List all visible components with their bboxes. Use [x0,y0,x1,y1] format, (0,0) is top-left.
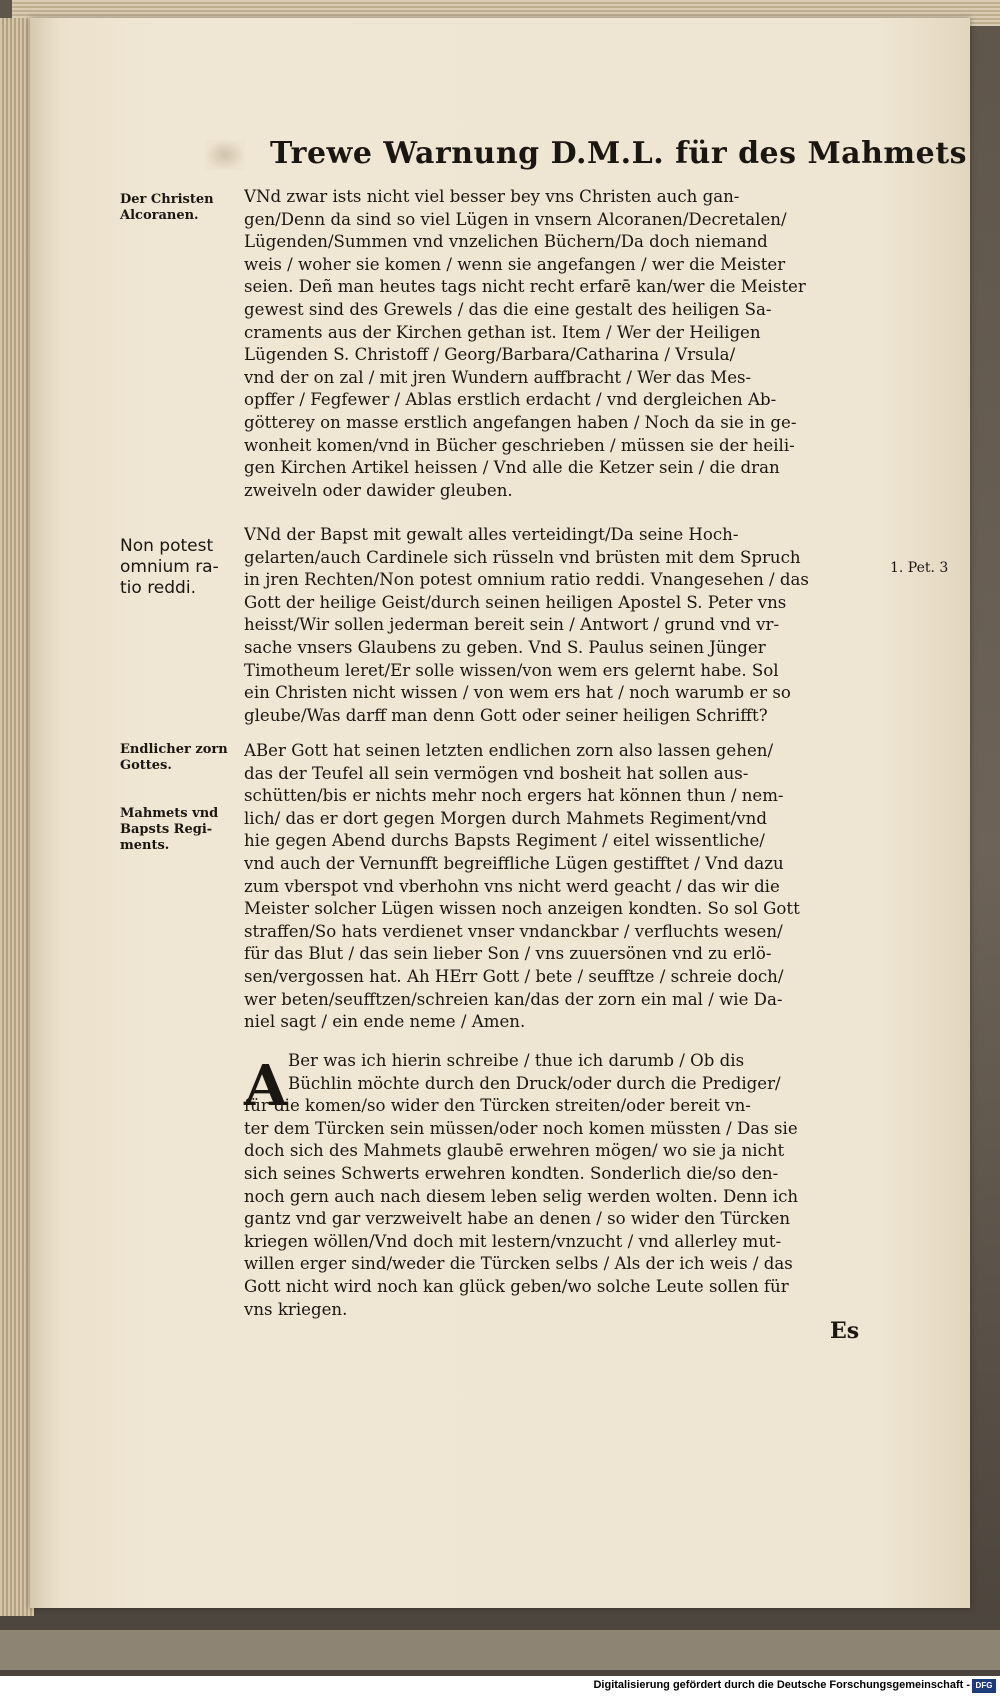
margin-note-line: Bapsts Regi- [120,822,213,837]
text-line: VNd der Bapst mit gewalt alles verteidingt/Da seine Hoch- [244,525,739,544]
text-line: ABer Gott hat seinen letzten endlichen zorn also lassen gehen/ [244,741,774,760]
margin-note-line: Der Christen [120,192,214,207]
text-line: kriegen wöllen/Vnd doch mit lestern/vnzucht / vnd allerley mut- [244,1231,782,1251]
drop-cap-initial: A [244,1053,288,1119]
text-line: Meister solcher Lügen wissen noch anzeigen kondten. So sol Gott [244,899,800,919]
margin-note-line: Endlicher zorn [120,742,228,757]
ink-smudge [205,140,245,170]
paragraph-2 [244,524,884,727]
margin-note-line: Mahmets vnd [120,806,219,821]
text-line: Timotheum leret/Er solle wissen/von wem ers gelernt habe. Sol [244,660,779,680]
text-line: gleube/Was darff man denn Gott oder seiner heiligen Schrifft? [244,705,768,725]
margin-note-line: Alcoranen. [120,208,199,223]
dfg-logo-icon: DFG [972,1679,996,1693]
text-line: ein Christen nicht wissen / von wem ers hat / noch warumb er so [244,683,791,703]
paragraph-1 [244,186,884,502]
text-line: doch sich des Mahmets glaubē erwehren mögen/ wo sie ja nicht [244,1141,785,1161]
text-line: opffer / Fegfewer / Ablas erstlich erdacht / vnd dergleichen Ab- [244,390,777,410]
text-line: vns kriegen. [244,1299,348,1319]
margin-note-line: ments. [120,838,170,853]
text-line: Lügenden/Summen vnd vnzelichen Büchern/Da doch niemand [244,232,768,252]
text-line: götterey on masse erstlich angefangen haben / Noch da sie in ge- [244,412,797,432]
margin-note-reference: 1. Pet. 3 [890,560,949,576]
text-line: sich seines Schwerts erwehren kondten. Sonderlich die/so den- [244,1163,779,1183]
margin-note-line: omnium ra- [120,557,219,577]
text-line: Gott nicht wird noch kan glück geben/wo solche Leute sollen für [244,1276,789,1296]
margin-note-line: tio reddi. [120,578,196,598]
text-line: hie gegen Abend durchs Bapsts Regiment / eitel wissentliche/ [244,831,765,851]
text-line: straffen/So hats verdienet vnser vndanckbar / verfluchts wesen/ [244,921,783,941]
text-line: für das Blut / das sein lieber Son / vns zuuersönen vnd zu erlö- [244,944,772,964]
catchword: Es [830,1318,860,1344]
margin-note-non-potest [120,536,240,599]
text-line: lich/ das er dort gegen Morgen durch Mahmets Regiment/vnd [244,808,767,828]
text-line: ter dem Türcken sein müssen/oder noch komen müssten / Das sie [244,1118,798,1138]
footer-credit: Digitalisierung gefördert durch die Deutsche Forschungsgemeinschaft - [593,1679,970,1691]
text-line: zweiveln oder dawider gleuben. [244,480,513,500]
text-line: vnd der on zal / mit jren Wundern auffbracht / Wer das Mes- [244,367,752,387]
footer-bar [0,1676,1000,1697]
text-line: sache vnsers Glaubens zu geben. Vnd S. Paulus seinen Jünger [244,637,766,657]
text-line: Büchlin möchte durch den Druck/oder durch die Prediger/ [288,1073,781,1093]
margin-note-christen [120,192,240,224]
text-line: für die komen/so wider den Türcken streiten/oder bereit vn- [244,1096,751,1116]
paragraph-4 [244,1050,884,1321]
text-line: weis / woher sie komen / wenn sie angefangen / wer die Meister [244,254,786,274]
running-header: Trewe Warnung D.M.L. für des Mahmets [270,136,967,171]
text-line: sen/vergossen hat. Ah HErr Gott / bete / seufftze / schreie doch/ [244,966,784,986]
text-line: zum vberspot vnd vberhohn vns nicht werd geacht / das wir die [244,876,780,896]
text-line: wer beten/seufftzen/schreien kan/das der zorn ein mal / wie Da- [244,989,783,1009]
page-edges-left [0,18,34,1616]
text-line: schütten/bis er nichts mehr noch ergers hat können thun / nem- [244,786,784,806]
text-line: Lügenden S. Christoff / Georg/Barbara/Catharina / Vrsula/ [244,345,736,365]
text-line: gen Kirchen Artikel heissen / Vnd alle die Ketzer sein / die dran [244,458,780,478]
text-line: vnd auch der Vernunfft begreiffliche Lügen gestifftet / Vnd dazu [244,853,784,873]
text-line: in jren Rechten/Non potest omnium ratio reddi. Vnangesehen / das [244,570,809,590]
text-line: das der Teufel all sein vermögen vnd bosheit hat sollen aus- [244,763,749,783]
text-line: gantz vnd gar verzweivelt habe an denen / so wider den Türcken [244,1209,791,1229]
text-line: niel sagt / ein ende neme / Amen. [244,1012,526,1032]
book-cover-edge [0,1630,1000,1670]
text-line: wonheit komen/vnd in Bücher geschrieben / müssen sie der heili- [244,435,795,455]
margin-note-line: Gottes. [120,758,172,773]
text-line: Ber was ich hierin schreibe / thue ich darumb / Ob dis [288,1051,745,1070]
text-line: gen/Denn da sind so viel Lügen in vnsern Alcoranen/Decretalen/ [244,209,787,229]
text-line: gelarten/auch Cardinele sich rüsseln vnd brüsten mit dem Spruch [244,547,801,567]
text-line: gewest sind des Grewels / das die eine gestalt des heiligen Sa- [244,299,772,319]
text-line: willen erger sind/weder die Türcken selbs / Als der ich weis / das [244,1254,793,1274]
text-line: Gott der heilige Geist/durch seinen heiligen Apostel S. Peter vns [244,592,787,612]
text-line: craments aus der Kirchen gethan ist. Item / Wer der Heiligen [244,322,761,342]
text-line: VNd zwar ists nicht viel besser bey vns Christen auch gan- [244,187,740,206]
margin-note-regiments [120,806,240,854]
paragraph-3 [244,740,884,1034]
text-line: heisst/Wir sollen jederman bereit sein / Antwort / grund vnd vr- [244,615,780,635]
margin-note-line: Non potest [120,536,214,556]
margin-note-zorn [120,742,240,774]
text-line: noch gern auch nach diesem leben selig werden wolten. Denn ich [244,1186,799,1206]
text-line: seien. Deñ man heutes tags nicht recht erfarē kan/wer die Meister [244,277,806,297]
